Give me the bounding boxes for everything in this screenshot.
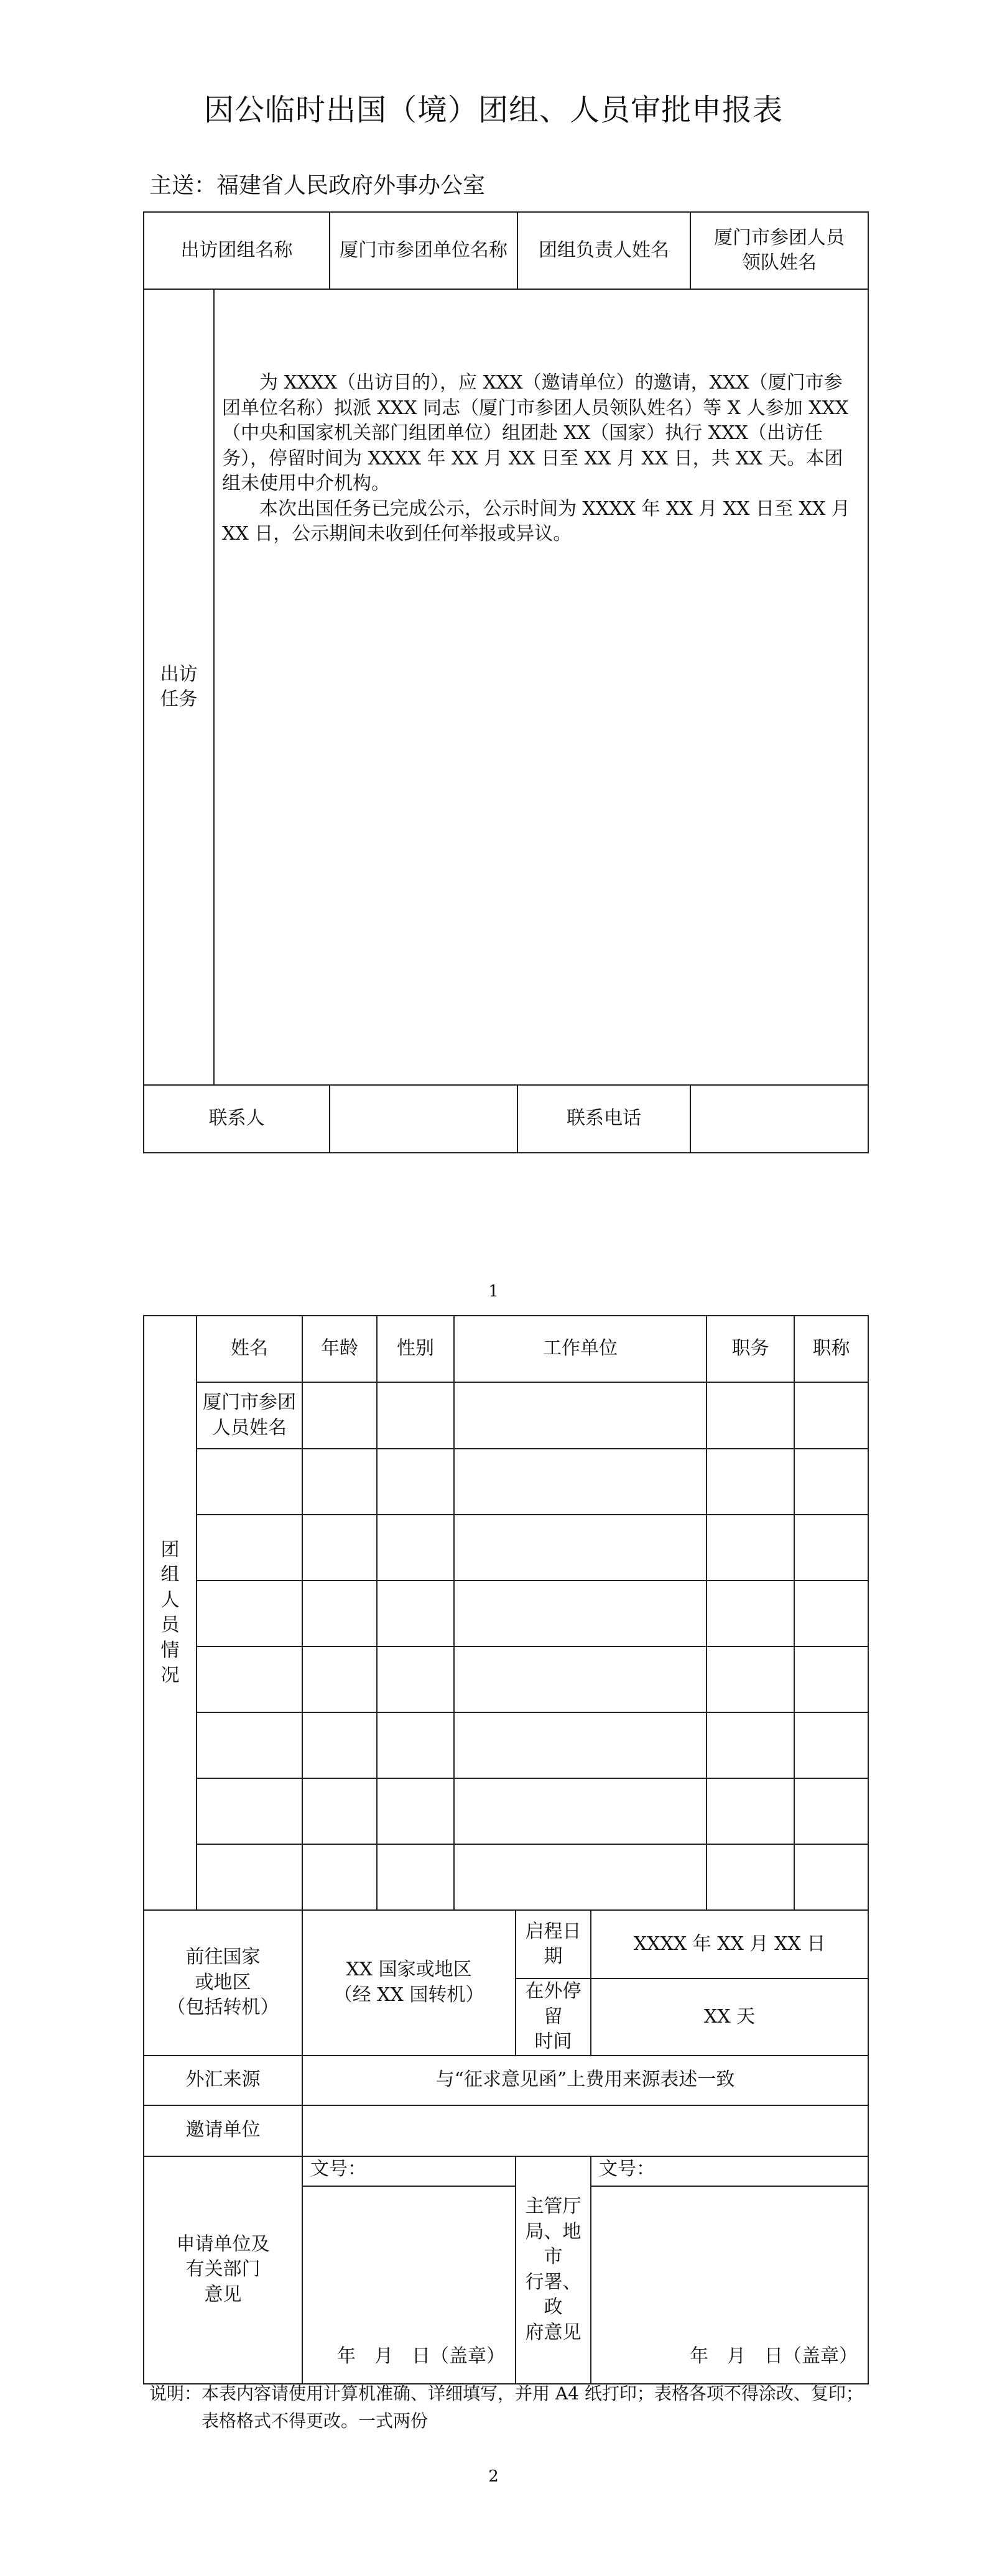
col-age: 年龄 bbox=[302, 1316, 377, 1382]
cell bbox=[377, 1449, 454, 1515]
applicant-label-line2: 有关部门 bbox=[185, 2258, 261, 2281]
cell bbox=[794, 1844, 868, 1910]
cell bbox=[454, 1844, 707, 1910]
table-row bbox=[144, 1581, 868, 1646]
members-label-char: 况 bbox=[160, 1664, 180, 1686]
cell bbox=[197, 1581, 302, 1646]
cell bbox=[707, 1778, 794, 1844]
destination-label bbox=[144, 1910, 302, 2056]
cell bbox=[707, 1449, 794, 1515]
cell bbox=[302, 1778, 377, 1844]
table-row bbox=[144, 1382, 868, 1449]
destination-value-line1: XX 国家或地区 bbox=[346, 1959, 472, 1981]
task-label-line1: 出访 bbox=[160, 663, 198, 685]
phone-value bbox=[690, 1085, 868, 1153]
form-note bbox=[149, 2380, 871, 2435]
cell bbox=[377, 1646, 454, 1712]
cell bbox=[197, 1646, 302, 1712]
destination-value-line2: （经 XX 国转机） bbox=[333, 1983, 484, 2006]
destination-label-line2: 或地区 bbox=[195, 1971, 251, 1993]
authority-date-seal: 年 月 日（盖章） bbox=[591, 2186, 868, 2384]
cell bbox=[707, 1844, 794, 1910]
stay-duration-value: XX 天 bbox=[591, 1978, 868, 2056]
page-number-1: 1 bbox=[488, 1282, 499, 1301]
inviter-value bbox=[302, 2105, 868, 2156]
col-gender: 性别 bbox=[377, 1316, 454, 1382]
authority-label-line2: 局、地市 bbox=[525, 2220, 582, 2268]
note-line-2: 表格格式不得更改。一式两份 bbox=[202, 2411, 429, 2431]
sender-line: 主送：福建省人民政府外事办公室 bbox=[149, 173, 486, 198]
applicant-label-line3: 意见 bbox=[204, 2283, 242, 2306]
inviter-label: 邀请单位 bbox=[144, 2105, 302, 2156]
cell bbox=[377, 1712, 454, 1778]
members-section-label bbox=[144, 1316, 197, 1910]
contact-label: 联系人 bbox=[144, 1085, 330, 1153]
task-paragraph-1: 为 XXXX（出访目的），应 XXX（邀请单位）的邀请，XXX（厦门市参团单位名称）拟派 XXX 同志（厦门市参团人员领队姓名）等 X 人参加 XXX（中央和国家机关部门组团单位）组团赴 XX（国家）执行 XXX（出访任务），停留时间为 XXXX 年 XX 月 XX 日至 XX 月 XX 日，共 XX 天。本团组未使用中介机构。 bbox=[222, 372, 849, 494]
table-row bbox=[144, 1712, 868, 1778]
header-delegation-name: 出访团组名称 bbox=[144, 212, 330, 289]
table-row bbox=[144, 1515, 868, 1581]
authority-doc-number: 文号： bbox=[591, 2156, 868, 2186]
cell bbox=[794, 1382, 868, 1449]
task-label-line2: 任务 bbox=[160, 688, 198, 710]
member-name-line2: 人员姓名 bbox=[212, 1416, 287, 1439]
col-title: 职称 bbox=[794, 1316, 868, 1382]
col-name: 姓名 bbox=[197, 1316, 302, 1382]
cell bbox=[302, 1712, 377, 1778]
cell bbox=[302, 1646, 377, 1712]
depart-date-label: 启程日期 bbox=[516, 1910, 591, 1978]
stay-duration-label bbox=[516, 1978, 591, 2056]
cell bbox=[794, 1778, 868, 1844]
cell bbox=[197, 1449, 302, 1515]
cell bbox=[197, 1844, 302, 1910]
cell bbox=[707, 1382, 794, 1449]
header-xiamen-leader-line1: 厦门市参团人员 bbox=[714, 226, 845, 249]
cell bbox=[707, 1712, 794, 1778]
cell bbox=[454, 1778, 707, 1844]
cell bbox=[302, 1844, 377, 1910]
cell bbox=[454, 1581, 707, 1646]
cell bbox=[454, 1646, 707, 1712]
cell bbox=[377, 1515, 454, 1581]
cell bbox=[454, 1382, 707, 1449]
cell bbox=[377, 1382, 454, 1449]
members-label-char: 组 bbox=[160, 1564, 180, 1586]
cell bbox=[707, 1515, 794, 1581]
destination-label-line1: 前往国家 bbox=[185, 1946, 261, 1968]
table-row bbox=[144, 1449, 868, 1515]
cell bbox=[454, 1449, 707, 1515]
cell bbox=[794, 1515, 868, 1581]
stay-label-line2: 时间 bbox=[534, 2031, 572, 2052]
applicant-opinion-label bbox=[144, 2156, 302, 2384]
task-label bbox=[144, 289, 214, 1085]
member-name-cell bbox=[197, 1382, 302, 1449]
members-label-char: 员 bbox=[160, 1614, 180, 1636]
cell bbox=[794, 1449, 868, 1515]
authority-label-line3: 行署、政 bbox=[525, 2271, 582, 2318]
authority-label-line1: 主管厅 bbox=[525, 2195, 582, 2217]
members-label-char: 团 bbox=[160, 1538, 180, 1561]
cell bbox=[302, 1382, 377, 1449]
cell bbox=[454, 1515, 707, 1581]
header-xiamen-unit: 厦门市参团单位名称 bbox=[330, 212, 517, 289]
cell bbox=[707, 1581, 794, 1646]
phone-label: 联系电话 bbox=[517, 1085, 690, 1153]
header-xiamen-leader-line2: 领队姓名 bbox=[742, 252, 817, 274]
fx-source-value: 与“征求意见函”上费用来源表述一致 bbox=[302, 2056, 868, 2105]
cell bbox=[302, 1515, 377, 1581]
cell bbox=[377, 1844, 454, 1910]
table-row bbox=[144, 1844, 868, 1910]
applicant-date-seal: 年 月 日（盖章） bbox=[302, 2186, 516, 2384]
members-label-char: 人 bbox=[160, 1589, 180, 1611]
cell bbox=[794, 1712, 868, 1778]
authority-label-line4: 府意见 bbox=[525, 2321, 582, 2343]
col-position: 职务 bbox=[707, 1316, 794, 1382]
applicant-doc-number: 文号： bbox=[302, 2156, 516, 2186]
applicant-label-line1: 申请单位及 bbox=[176, 2233, 270, 2255]
authority-opinion-label bbox=[516, 2156, 591, 2384]
table-row bbox=[144, 1646, 868, 1712]
destination-value bbox=[302, 1910, 516, 2056]
task-description bbox=[214, 289, 868, 1085]
member-name-line1: 厦门市参团 bbox=[203, 1392, 296, 1413]
page-title: 因公临时出国（境）团组、人员审批申报表 bbox=[203, 93, 783, 127]
cell bbox=[707, 1646, 794, 1712]
page-number-2: 2 bbox=[488, 2467, 499, 2486]
task-paragraph-2: 本次出国任务已完成公示，公示时间为 XXXX 年 XX 月 XX 日至 XX 月 XX 日，公示期间未收到任何举报或异议。 bbox=[222, 497, 850, 545]
contact-value bbox=[330, 1085, 517, 1153]
note-line-1: 说明：本表内容请使用计算机准确、详细填写，并用 A4 纸打印；表格各项不得涂改、复印； bbox=[149, 2383, 863, 2404]
cell bbox=[794, 1646, 868, 1712]
header-leader-name: 团组负责人姓名 bbox=[517, 212, 690, 289]
table-row bbox=[144, 1778, 868, 1844]
cell bbox=[454, 1712, 707, 1778]
destination-label-line3: （包括转机） bbox=[167, 1997, 279, 2018]
col-employer: 工作单位 bbox=[454, 1316, 707, 1382]
page1-form-table bbox=[143, 211, 869, 1153]
cell bbox=[377, 1778, 454, 1844]
cell bbox=[794, 1581, 868, 1646]
stay-label-line1: 在外停留 bbox=[525, 1980, 582, 2028]
cell bbox=[197, 1515, 302, 1581]
page2-form-table bbox=[143, 1315, 869, 2384]
cell bbox=[197, 1712, 302, 1778]
cell bbox=[302, 1581, 377, 1646]
header-xiamen-leader bbox=[690, 212, 868, 289]
cell bbox=[302, 1449, 377, 1515]
cell bbox=[197, 1778, 302, 1844]
depart-date-value: XXXX 年 XX 月 XX 日 bbox=[591, 1910, 868, 1978]
members-label-char: 情 bbox=[160, 1639, 180, 1661]
fx-source-label: 外汇来源 bbox=[144, 2056, 302, 2105]
cell bbox=[377, 1581, 454, 1646]
